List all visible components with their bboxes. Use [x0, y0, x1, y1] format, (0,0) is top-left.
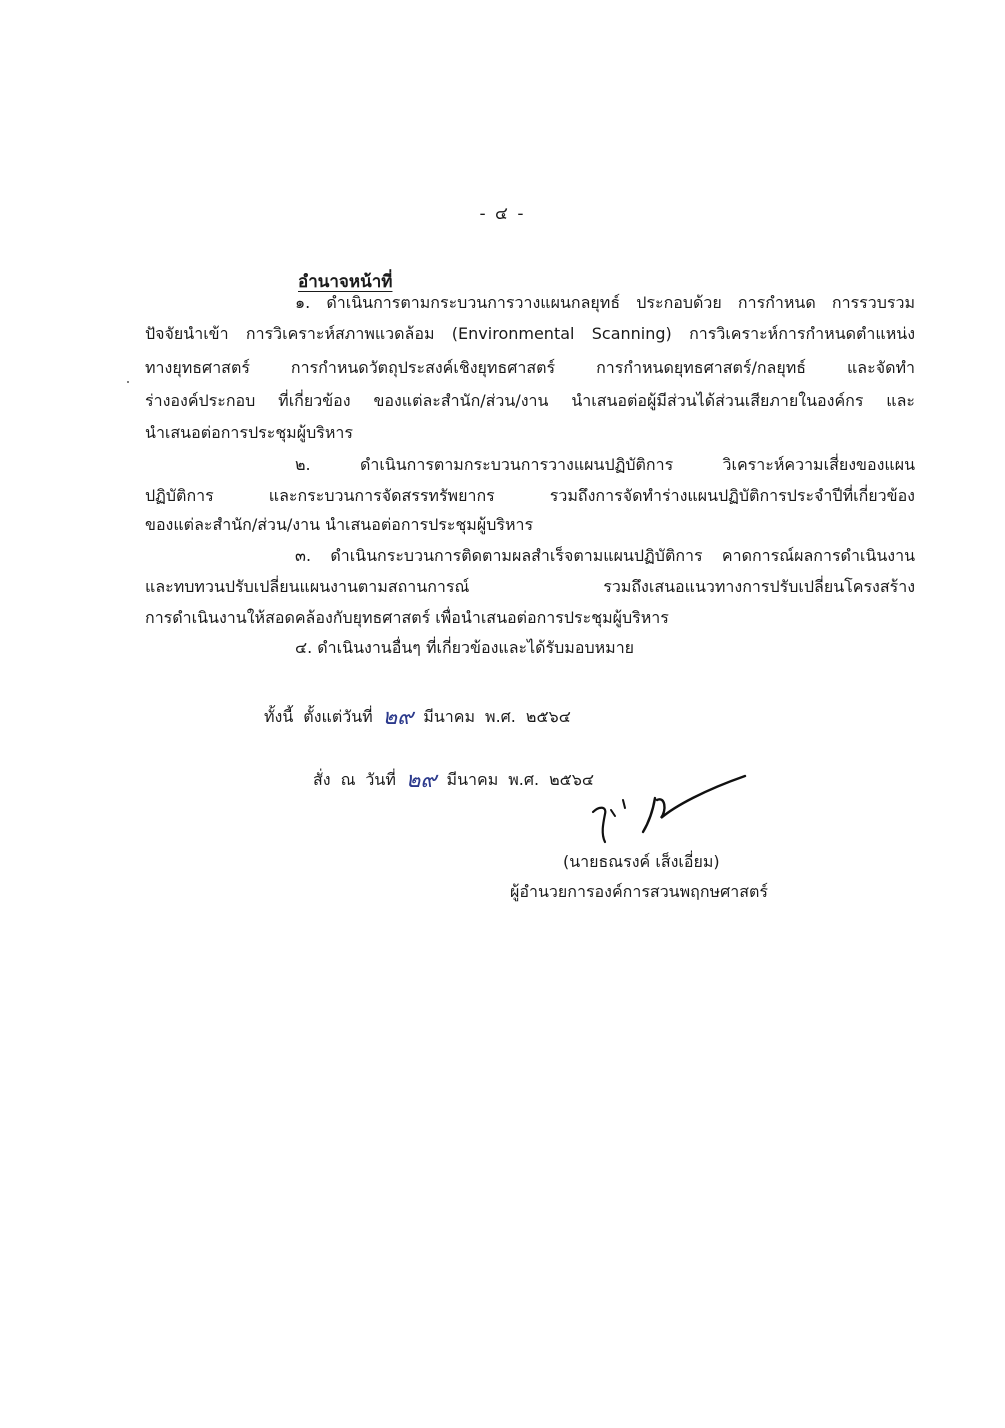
paragraph-1-line-2: ปัจจัยนำเข้า การวิเคราะห์สภาพแวดล้อม (Environmental Scanning) การวิเคราะห์การกำหนดตำแหน่ง	[145, 324, 915, 343]
ordered-prefix: สั่ง	[313, 770, 331, 789]
signature-stroke-1	[593, 808, 605, 842]
paragraph-4-line-1: ๔. ดำเนินงานอื่นๆ ที่เกี่ยวข้องและได้รับมอบหมาย	[295, 638, 635, 657]
stray-dot	[127, 381, 129, 383]
section-heading: อำนาจหน้าที่	[298, 272, 393, 292]
effective-year: ๒๕๖๔	[525, 707, 571, 726]
paragraph-2-line-1: ๒. ดำเนินการตามกระบวนการวางแผนปฏิบัติการ วิเคราะห์ความเสี่ยงของแผน	[295, 455, 915, 474]
ordered-month: มีนาคม	[446, 770, 499, 789]
paragraph-3-line-2: และทบทวนปรับเปลี่ยนแผนงานตามสถานการณ์ รวมถึงเสนอแนวทางการปรับเปลี่ยนโครงสร้าง	[145, 577, 915, 596]
ordered-era: พ.ศ.	[508, 770, 540, 789]
signature-stroke-4	[643, 776, 745, 832]
signatory-title: ผู้อำนวยการองค์การสวนพฤกษศาสตร์	[510, 882, 768, 901]
paragraph-2-line-3: ของแต่ละสำนัก/ส่วน/งาน นำเสนอต่อการประชุมผู้บริหาร	[145, 515, 534, 534]
paragraph-3-line-3: การดำเนินงานให้สอดคล้องกับยุทธศาสตร์ เพื่อนำเสนอต่อการประชุมผู้บริหาร	[145, 608, 669, 627]
effective-month: มีนาคม	[423, 707, 476, 726]
effective-since: ตั้งแต่วันที่	[303, 707, 373, 726]
paragraph-1-line-3: ทางยุทธศาสตร์ การกำหนดวัตถุประสงค์เชิงยุทธศาสตร์ การกำหนดยุทธศาสตร์/กลยุทธ์ และจัดทำ	[145, 358, 915, 377]
signature-stroke-2	[611, 810, 615, 816]
page-number: - ๔ -	[479, 204, 526, 224]
paragraph-2-line-2: ปฏิบัติการ และกระบวนการจัดสรรทรัพยากร รวมถึงการจัดทำร่างแผนปฏิบัติการประจำปีที่เกี่ยวข้อง	[145, 486, 915, 505]
handwritten-signature	[585, 770, 755, 850]
ordered-date-label: วันที่	[365, 770, 396, 789]
paragraph-1-line-4: ร่างองค์ประกอบ ที่เกี่ยวข้อง ของแต่ละสำนัก/ส่วน/งาน นำเสนอต่อผู้มีส่วนได้ส่วนเสียภายในองค์กร และ	[145, 391, 915, 410]
effective-day-handwritten: ๒๙	[382, 705, 414, 730]
effective-prefix: ทั้งนี้	[264, 707, 294, 726]
ordered-day-handwritten: ๒๙	[405, 768, 437, 793]
effective-date-line	[264, 697, 581, 732]
paragraph-3-line-1: ๓. ดำเนินกระบวนการติดตามผลสำเร็จตามแผนปฏิบัติการ คาดการณ์ผลการดำเนินงาน	[295, 546, 915, 565]
signatory-name: (นายธณรงค์ เส็งเอี่ยม)	[563, 852, 720, 871]
ordered-year: ๒๕๖๔	[549, 770, 595, 789]
ordered-date-line	[313, 760, 604, 795]
signature-stroke-3	[623, 800, 625, 808]
paragraph-1-line-1: ๑. ดำเนินการตามกระบวนการวางแผนกลยุทธ์ ประกอบด้วย การกำหนด การรวบรวม	[295, 293, 915, 312]
effective-era: พ.ศ.	[485, 707, 516, 726]
ordered-at: ณ	[340, 770, 356, 789]
paragraph-1-line-5: นำเสนอต่อการประชุมผู้บริหาร	[145, 423, 353, 442]
